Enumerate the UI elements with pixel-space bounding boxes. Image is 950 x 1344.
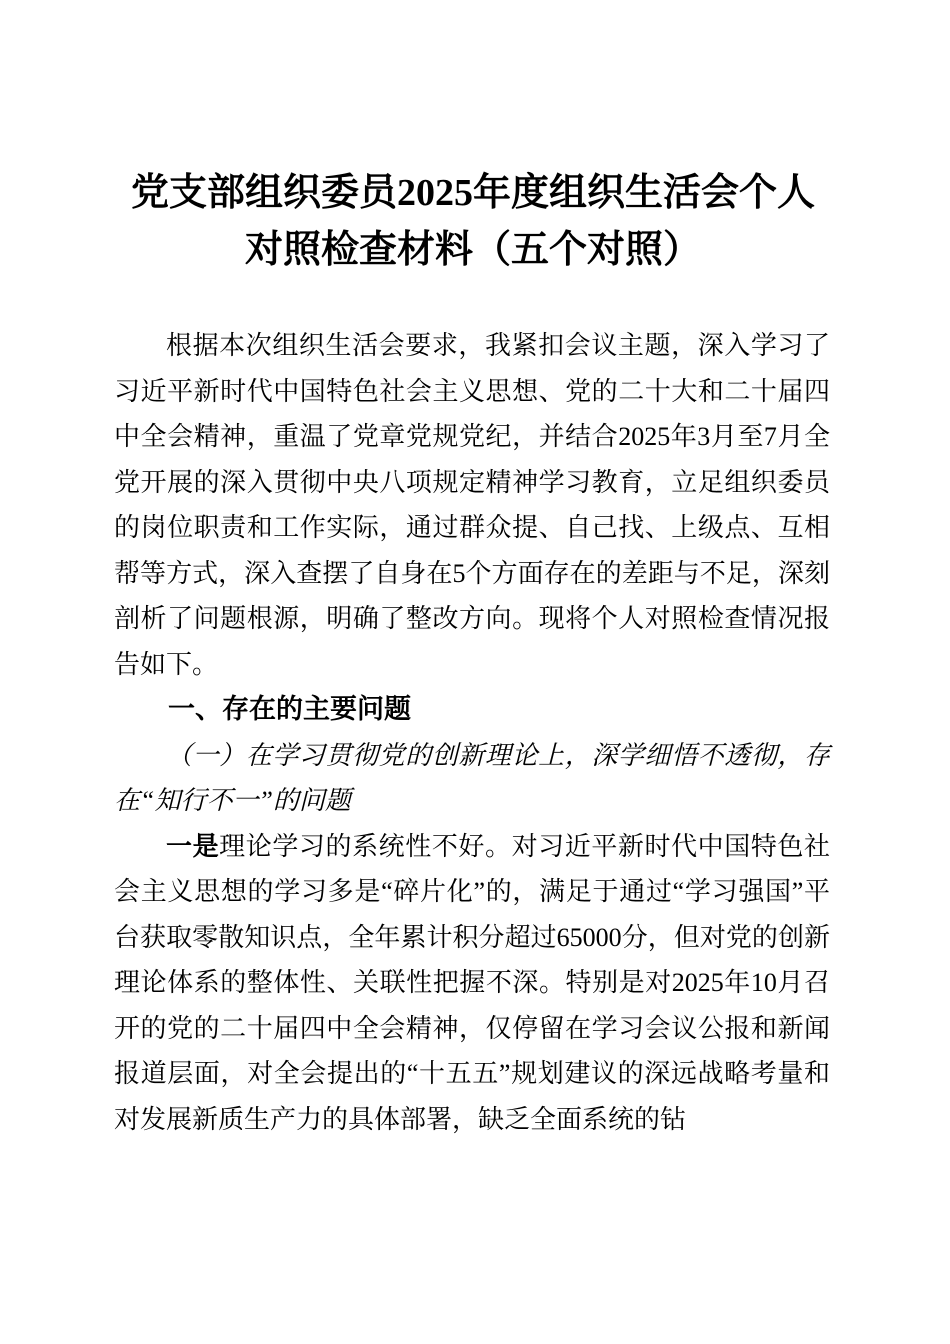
section-heading-main-problems: 一、存在的主要问题 <box>168 694 411 724</box>
point-one-lead: 一是 <box>166 831 220 861</box>
paragraph-point-one <box>114 824 830 1143</box>
subsection-heading-theory-study: （一）在学习贯彻党的创新理论上，深学细悟不透彻，存在“知行不一”的问题 <box>114 740 830 815</box>
point-one-text: 理论学习的系统性不好。对习近平新时代中国特色社会主义思想的学习多是“碎片化”的，满足于通过“学习强国”平台获取零散知识点，全年累计积分超过65000分，但对党的创新理论体系的整体性、关联性把握不深。特别是对2025年10月召开的党的二十届四中全会精神，仅停留在学习会议公报和新闻报道层面，对全会提出的“十五五”规划建议的深远战略考量和对发展新质生产力的具体部署，缺乏全面系统的钻 <box>114 831 830 1134</box>
document-body <box>114 323 830 1142</box>
document-title: 党支部组织委员2025年度组织生活会个人对照检查材料（五个对照） <box>130 172 815 271</box>
paragraph-intro: 根据本次组织生活会要求，我紧扣会议主题，深入学习了习近平新时代中国特色社会主义思想、党的二十大和二十届四中全会精神，重温了党章党规党纪，并结合2025年3月至7月全党开展的深入贯彻中央八项规定精神学习教育，立足组织委员的岗位职责和工作实际，通过群众提、自己找、上级点、互相帮等方式，深入查摆了自身在5个方面存在的差距与不足，深刻剖析了问题根源，明确了整改方向。现将个人对照检查情况报告如下。 <box>114 331 830 679</box>
